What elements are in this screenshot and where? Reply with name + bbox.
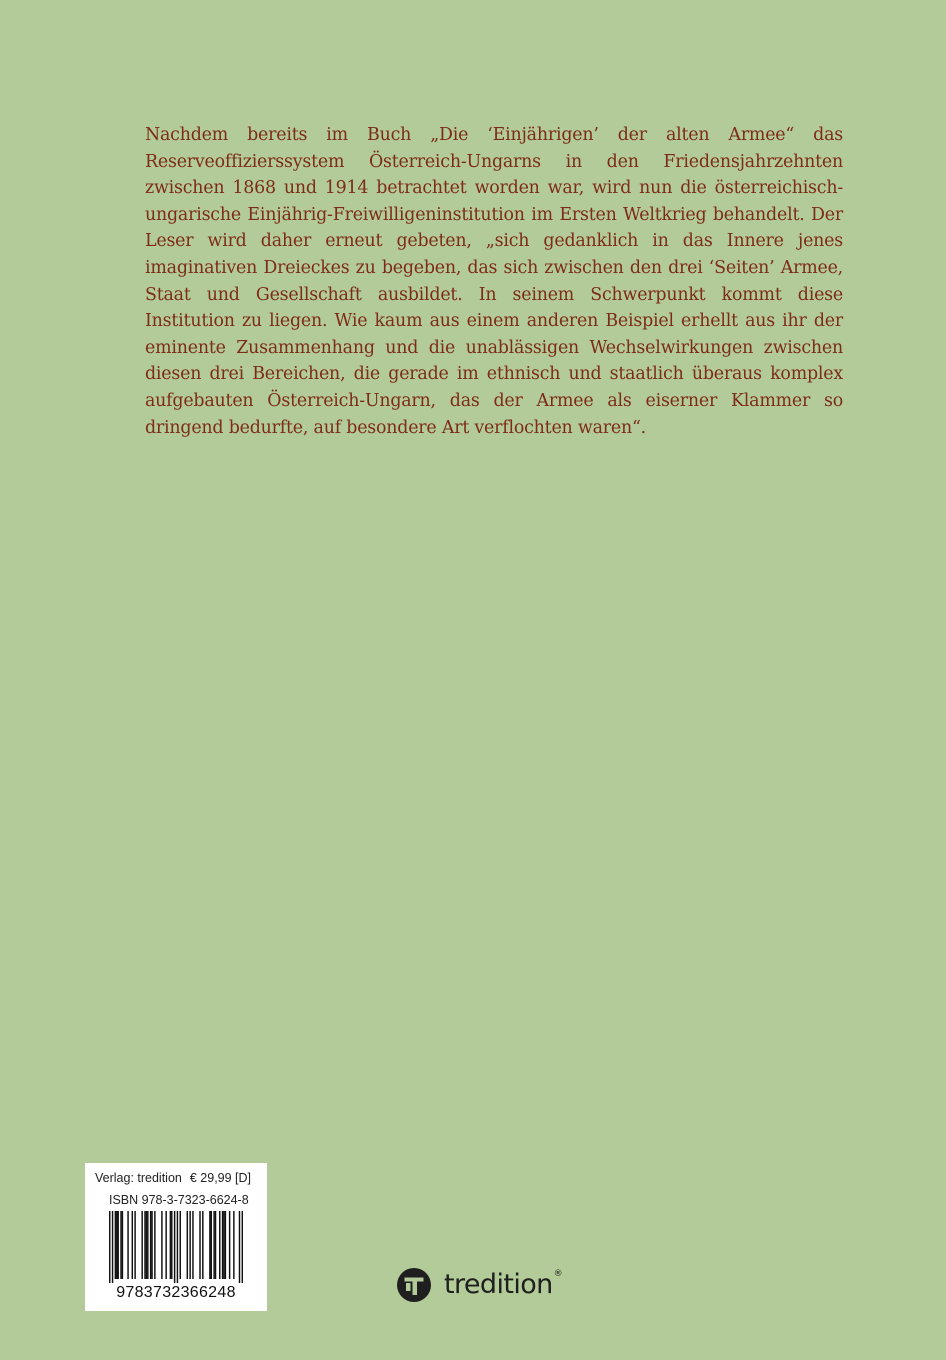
barcode-bar — [229, 1211, 230, 1279]
barcode-bar — [147, 1211, 148, 1279]
barcode-bar — [115, 1211, 116, 1279]
barcode-bar — [177, 1211, 178, 1283]
barcode-bars — [109, 1211, 243, 1283]
barcode-label — [85, 1163, 267, 1311]
barcode-bar — [213, 1211, 214, 1279]
barcode-bar — [109, 1211, 110, 1283]
barcode-bar — [211, 1211, 212, 1279]
barcode-bar — [170, 1211, 171, 1279]
registered-mark: ® — [553, 1269, 563, 1279]
barcode-bar — [141, 1211, 142, 1279]
barcode-bar — [189, 1211, 190, 1279]
publisher-text: Verlag: tredition — [95, 1171, 182, 1185]
barcode-bar — [112, 1211, 113, 1283]
barcode-bar — [187, 1211, 188, 1279]
isbn-text: ISBN 978-3-7323-6624-8 — [109, 1193, 249, 1207]
barcode-bar — [199, 1211, 200, 1279]
barcode-bar — [132, 1211, 133, 1279]
barcode-bar — [223, 1211, 224, 1279]
barcode-bar — [165, 1211, 166, 1279]
barcode-bar — [192, 1211, 193, 1279]
barcode-bar — [134, 1211, 135, 1279]
price-text: € 29,99 [D] — [189, 1171, 252, 1185]
barcode-bar — [122, 1211, 123, 1279]
barcode-bar — [151, 1211, 152, 1279]
barcode-bar — [127, 1211, 128, 1279]
barcode-bar — [117, 1211, 118, 1279]
barcode-bar — [161, 1211, 162, 1279]
logo-wordmark: tredition — [444, 1269, 553, 1300]
barcode-bar — [209, 1211, 210, 1279]
publisher-price-line — [95, 1171, 251, 1185]
barcode-bar — [171, 1211, 172, 1279]
barcode-bar — [174, 1211, 175, 1283]
publisher-logo — [396, 1266, 563, 1304]
barcode-bar — [215, 1211, 216, 1279]
barcode-bar — [144, 1211, 145, 1279]
barcode-bar — [116, 1211, 117, 1279]
barcode-bar — [233, 1211, 234, 1279]
barcode-number: 9783732366248 — [116, 1284, 236, 1301]
barcode-bar — [239, 1211, 240, 1283]
barcode-bar — [146, 1211, 147, 1279]
barcode-bar — [219, 1211, 220, 1279]
barcode-bar — [180, 1211, 181, 1279]
barcode-bar — [242, 1211, 243, 1283]
tredition-logo-icon — [396, 1267, 432, 1303]
barcode-bar — [150, 1211, 151, 1279]
barcode-bar — [120, 1211, 121, 1279]
barcode-bar — [225, 1211, 226, 1279]
barcode-bar — [202, 1211, 203, 1279]
barcode-bar — [222, 1211, 223, 1279]
blurb-text: Nachdem bereits im Buch „Die ‘Einjährigen’ der alten Armee“ das Reserveoffizierssystem Österreich-Ungarns in den Friedensjahrzehnten zwischen 1868 und 1914 betrachtet worden war, wird nun die österreichisch-ungarische Einjährig-Freiwilligeninstitution im Ersten Weltkrieg behandelt. Der Leser wird daher erneut gebeten, „sich gedanklich in das Innere jenes imaginativen Dreieckes zu begeben, das sich zwischen den drei ‘Seiten’ Armee, Staat und Gesellschaft ausbildet. In seinem Schwerpunkt kommt diese Institution zu liegen. Wie kaum aus einem anderen Beispiel erhellt aus ihr der eminente Zusammenhang und die unablässigen Wechselwirkungen zwischen diesen drei Bereichen, die gerade im ethnisch und staatlich überaus komplex aufgebauten Österreich-Ungarn, das der Armee als eiserner Klammer so dringend bedurfte, auf besondere Art verflochten waren“. — [145, 125, 843, 438]
barcode-bar — [154, 1211, 155, 1279]
